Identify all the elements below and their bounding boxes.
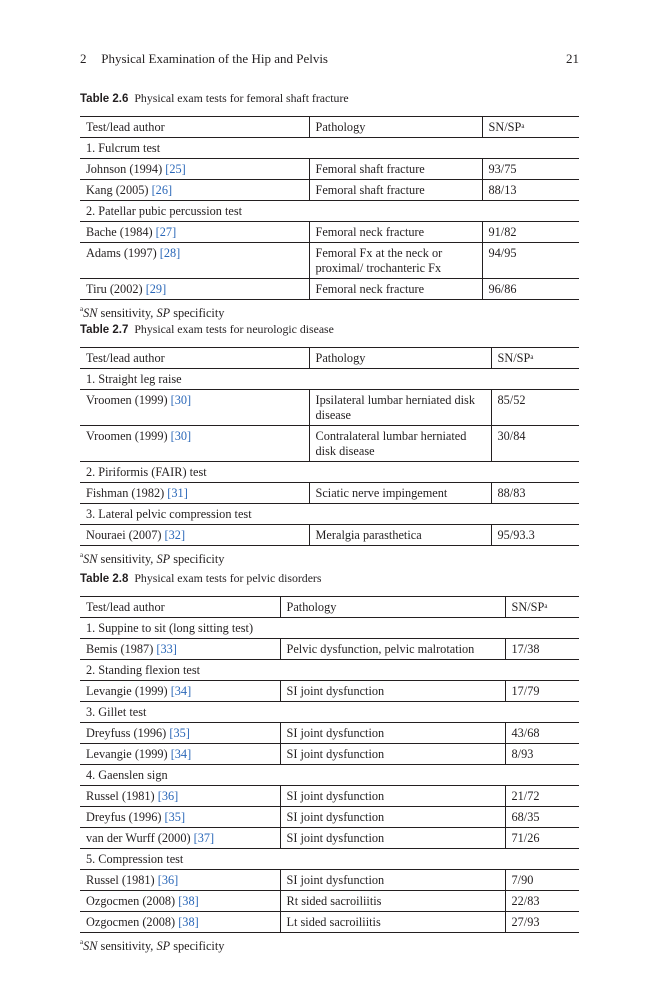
- group-row: [80, 702, 579, 723]
- pathology-cell: Femoral Fx at the neck or proximal/ trochanteric Fx: [309, 243, 482, 279]
- group-row: [80, 201, 579, 222]
- pathology-cell: Meralgia parasthetica: [309, 525, 491, 546]
- header-row: [80, 597, 579, 618]
- pathology-cell: Femoral neck fracture: [309, 279, 482, 300]
- group-label: 1. Straight leg raise: [80, 369, 579, 390]
- author-name: Ozgocmen (2008): [86, 915, 176, 929]
- table-title: Physical exam tests for pelvic disorders: [134, 571, 322, 585]
- group-row: [80, 849, 579, 870]
- footnote-marker: a: [80, 305, 84, 313]
- author-name: Russel (1981): [86, 789, 155, 803]
- author-cell: [80, 243, 309, 279]
- table-row: [80, 912, 579, 933]
- author-name: Bache (1984): [86, 225, 153, 239]
- author-cell: [80, 744, 280, 765]
- data-table: [80, 596, 579, 933]
- snsp-cell: 88/13: [482, 180, 579, 201]
- reference-link[interactable]: [29]: [145, 282, 167, 296]
- snsp-cell: 68/35: [505, 807, 579, 828]
- reference-link[interactable]: [34]: [170, 747, 192, 761]
- group-row: [80, 138, 579, 159]
- pathology-cell: Contralateral lumbar herniated disk disease: [309, 426, 491, 462]
- snsp-cell: 21/72: [505, 786, 579, 807]
- table-title: Physical exam tests for neurologic disease: [134, 322, 334, 336]
- table-row: [80, 279, 579, 300]
- author-name: Levangie (1999): [86, 684, 168, 698]
- author-name: Russel (1981): [86, 873, 155, 887]
- pathology-cell: SI joint dysfunction: [280, 744, 505, 765]
- snsp-cell: 43/68: [505, 723, 579, 744]
- author-name: Vroomen (1999): [86, 393, 168, 407]
- author-cell: [80, 681, 280, 702]
- snsp-cell: 8/93: [505, 744, 579, 765]
- footnote-sp-text: specificity: [170, 939, 225, 953]
- snsp-cell: 27/93: [505, 912, 579, 933]
- table-footnote: [80, 552, 579, 567]
- table-row: [80, 243, 579, 279]
- reference-link[interactable]: [36]: [157, 789, 179, 803]
- header-row: [80, 117, 579, 138]
- table-row: [80, 483, 579, 504]
- pathology-cell: Rt sided sacroiliitis: [280, 891, 505, 912]
- author-name: Adams (1997): [86, 246, 157, 260]
- snsp-cell: 93/75: [482, 159, 579, 180]
- table-label: Table 2.6: [80, 93, 129, 105]
- table-caption: [80, 91, 579, 106]
- group-row: [80, 369, 579, 390]
- group-row: [80, 462, 579, 483]
- table-row: [80, 870, 579, 891]
- author-cell: [80, 525, 309, 546]
- pathology-cell: SI joint dysfunction: [280, 828, 505, 849]
- table-label: Table 2.8: [80, 573, 129, 585]
- pathology-cell: Ipsilateral lumbar herniated disk disease: [309, 390, 491, 426]
- table-caption: [80, 322, 579, 337]
- reference-link[interactable]: [28]: [159, 246, 181, 260]
- snsp-cell: 22/83: [505, 891, 579, 912]
- reference-link[interactable]: [36]: [157, 873, 179, 887]
- footnote-sn: SN: [83, 306, 98, 320]
- snsp-cell: 96/86: [482, 279, 579, 300]
- data-table: [80, 347, 579, 546]
- chapter-title: Physical Examination of the Hip and Pelvis: [101, 51, 328, 66]
- reference-link[interactable]: [32]: [164, 528, 186, 542]
- pathology-cell: SI joint dysfunction: [280, 786, 505, 807]
- table-row: [80, 180, 579, 201]
- footnote-sp-text: specificity: [170, 552, 225, 566]
- group-row: [80, 504, 579, 525]
- pathology-cell: Femoral neck fracture: [309, 222, 482, 243]
- snsp-cell: 71/26: [505, 828, 579, 849]
- footnote-sp-text: specificity: [170, 306, 225, 320]
- group-label: 1. Suppine to sit (long sitting test): [80, 618, 579, 639]
- table-row: [80, 681, 579, 702]
- col-header-snsp: $SN/SP^a$: [491, 348, 579, 369]
- author-name: Nouraei (2007): [86, 528, 162, 542]
- pathology-cell: SI joint dysfunction: [280, 870, 505, 891]
- reference-link[interactable]: [35]: [169, 726, 190, 740]
- author-cell: [80, 723, 280, 744]
- col-header-snsp: $SN/SP^a$: [505, 597, 579, 618]
- table-2-6: [80, 91, 579, 321]
- author-cell: [80, 870, 280, 891]
- group-label: 4. Gaenslen sign: [80, 765, 579, 786]
- chapter-number: 2: [80, 51, 87, 66]
- author-name: van der Wurff (2000): [86, 831, 191, 845]
- author-name: Levangie (1999): [86, 747, 168, 761]
- footnote-sn-text: sensitivity,: [97, 939, 157, 953]
- snsp-cell: 17/79: [505, 681, 579, 702]
- footnote-marker: a: [80, 551, 84, 559]
- reference-link[interactable]: [38]: [178, 894, 199, 908]
- reference-link[interactable]: [37]: [193, 831, 215, 845]
- author-cell: [80, 426, 309, 462]
- reference-link[interactable]: [35]: [164, 810, 186, 824]
- author-name: Vroomen (1999): [86, 429, 168, 443]
- header-row: [80, 348, 579, 369]
- group-label: 2. Piriformis (FAIR) test: [80, 462, 579, 483]
- table-caption: [80, 571, 579, 586]
- table-row: [80, 390, 579, 426]
- author-name: Tiru (2002): [86, 282, 143, 296]
- pathology-cell: Sciatic nerve impingement: [309, 483, 491, 504]
- author-name: Fishman (1982): [86, 486, 165, 500]
- reference-link[interactable]: [33]: [156, 642, 177, 656]
- group-label: 5. Compression test: [80, 849, 579, 870]
- reference-link[interactable]: [34]: [170, 684, 192, 698]
- group-label: 1. Fulcrum test: [80, 138, 579, 159]
- snsp-cell: 94/95: [482, 243, 579, 279]
- author-cell: [80, 828, 280, 849]
- group-row: [80, 660, 579, 681]
- group-row: [80, 765, 579, 786]
- col-header-test: Test/lead author: [80, 348, 309, 369]
- author-name: Johnson (1994): [86, 162, 163, 176]
- page-number: 21: [566, 51, 579, 66]
- table-row: [80, 891, 579, 912]
- col-header-pathology: Pathology: [309, 117, 482, 138]
- snsp-cell: 7/90: [505, 870, 579, 891]
- table-footnote: [80, 306, 579, 321]
- snsp-cell: 88/83: [491, 483, 579, 504]
- author-cell: [80, 483, 309, 504]
- table-row: [80, 222, 579, 243]
- author-cell: [80, 912, 280, 933]
- footnote-marker: a: [80, 938, 84, 946]
- table-row: [80, 744, 579, 765]
- footnote-sn: SN: [83, 939, 98, 953]
- pathology-cell: Femoral shaft fracture: [309, 180, 482, 201]
- reference-link[interactable]: [30]: [170, 429, 192, 443]
- footnote-sp: SP: [156, 552, 171, 566]
- data-table: [80, 116, 579, 300]
- author-cell: [80, 390, 309, 426]
- running-head: [80, 51, 579, 67]
- col-header-pathology: Pathology: [309, 348, 491, 369]
- author-name: Ozgocmen (2008): [86, 894, 176, 908]
- group-label: 2. Patellar pubic percussion test: [80, 201, 579, 222]
- reference-link[interactable]: [25]: [165, 162, 186, 176]
- pathology-cell: Pelvic dysfunction, pelvic malrotation: [280, 639, 505, 660]
- table-row: [80, 525, 579, 546]
- table-row: [80, 159, 579, 180]
- author-cell: [80, 639, 280, 660]
- reference-link[interactable]: [26]: [151, 183, 173, 197]
- pathology-cell: Femoral shaft fracture: [309, 159, 482, 180]
- snsp-cell: 95/93.3: [491, 525, 579, 546]
- table-row: [80, 723, 579, 744]
- footnote-sp: SP: [156, 306, 171, 320]
- author-name: Kang (2005): [86, 183, 149, 197]
- author-cell: [80, 891, 280, 912]
- pathology-cell: SI joint dysfunction: [280, 681, 505, 702]
- snsp-cell: 30/84: [491, 426, 579, 462]
- group-row: [80, 618, 579, 639]
- author-cell: [80, 180, 309, 201]
- col-header-pathology: Pathology: [280, 597, 505, 618]
- author-name: Bemis (1987): [86, 642, 154, 656]
- col-header-test: Test/lead author: [80, 597, 280, 618]
- pathology-cell: SI joint dysfunction: [280, 807, 505, 828]
- table-row: [80, 426, 579, 462]
- author-cell: [80, 279, 309, 300]
- footnote-sp: SP: [156, 939, 171, 953]
- group-label: 3. Gillet test: [80, 702, 579, 723]
- reference-link[interactable]: [38]: [178, 915, 199, 929]
- table-row: [80, 639, 579, 660]
- col-header-snsp: $SN/SP^a$: [482, 117, 579, 138]
- group-label: 2. Standing flexion test: [80, 660, 579, 681]
- pathology-cell: Lt sided sacroiliitis: [280, 912, 505, 933]
- col-header-test: Test/lead author: [80, 117, 309, 138]
- author-cell: [80, 786, 280, 807]
- snsp-cell: 17/38: [505, 639, 579, 660]
- table-label: Table 2.7: [80, 324, 129, 336]
- table-footnote: [80, 939, 579, 954]
- snsp-cell: 91/82: [482, 222, 579, 243]
- table-title: Physical exam tests for femoral shaft fracture: [134, 91, 349, 105]
- reference-link[interactable]: [27]: [155, 225, 177, 239]
- table-2-7: [80, 322, 579, 567]
- pathology-cell: SI joint dysfunction: [280, 723, 505, 744]
- author-name: Dreyfus (1996): [86, 810, 162, 824]
- reference-link[interactable]: [30]: [170, 393, 192, 407]
- author-cell: [80, 807, 280, 828]
- snsp-cell: 85/52: [491, 390, 579, 426]
- table-2-8: [80, 571, 579, 954]
- author-name: Dreyfuss (1996): [86, 726, 167, 740]
- author-cell: [80, 159, 309, 180]
- footnote-sn: SN: [83, 552, 98, 566]
- footnote-sn-text: sensitivity,: [97, 552, 157, 566]
- table-row: [80, 807, 579, 828]
- table-row: [80, 786, 579, 807]
- reference-link[interactable]: [31]: [167, 486, 188, 500]
- group-label: 3. Lateral pelvic compression test: [80, 504, 579, 525]
- table-row: [80, 828, 579, 849]
- footnote-sn-text: sensitivity,: [97, 306, 157, 320]
- author-cell: [80, 222, 309, 243]
